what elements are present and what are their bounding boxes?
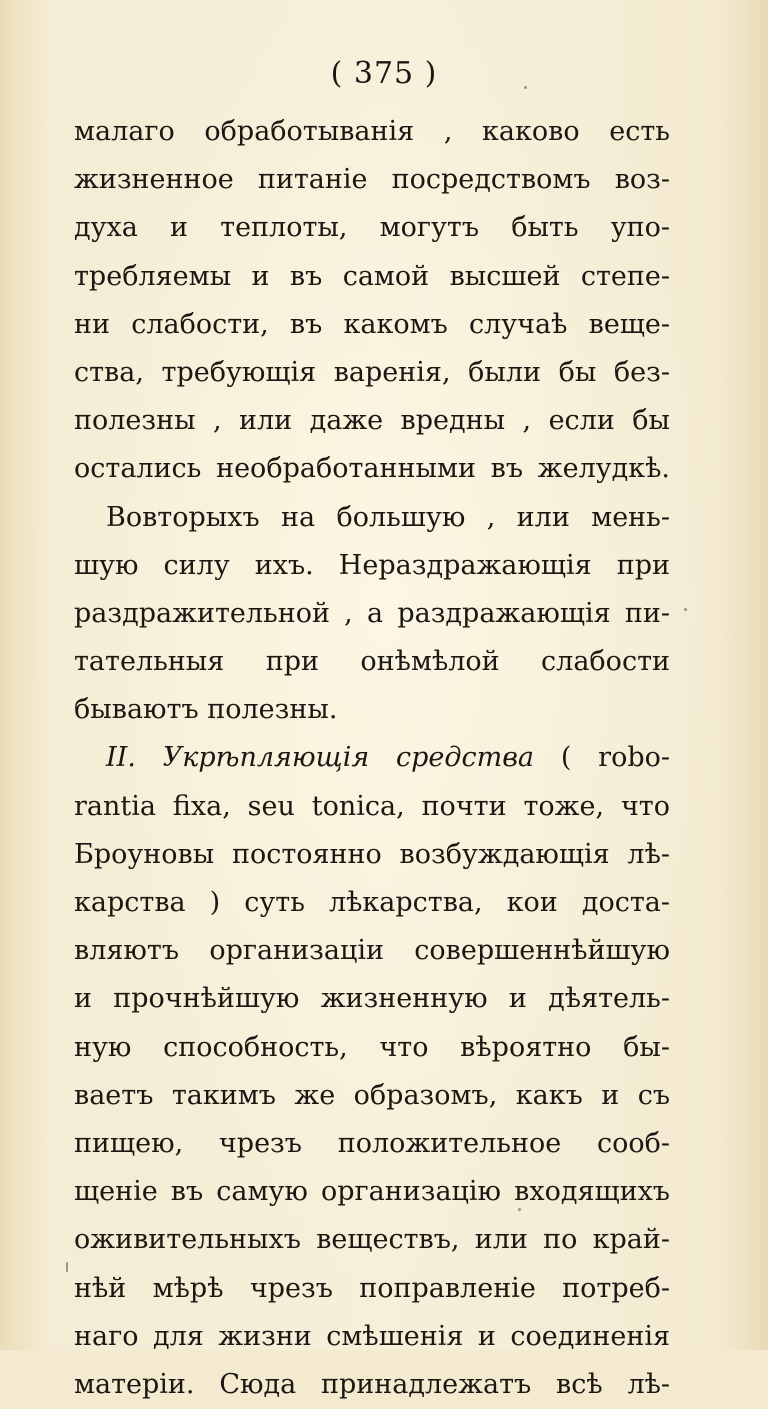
text-line: rantia fixa, seu tonica, почти тоже, что: [74, 790, 670, 822]
text-line: матеріи. Сюда принадлежатъ всѣ лѣ-: [74, 1368, 670, 1400]
text-line: раздражительной , а раздражающія пи-: [74, 597, 670, 629]
text-line: пищею, чрезъ положительное сооб-: [74, 1127, 670, 1159]
text-line: и прочнѣйшую жизненную и дѣятель-: [74, 983, 670, 1015]
text-line: Броуновы постоянно возбуждающія лѣ-: [74, 838, 670, 870]
text-line: вляютъ организаціи совершеннѣйшую: [74, 935, 670, 967]
text-line: ства, требующія варенія, были бы без-: [74, 356, 670, 388]
body-text: [74, 108, 670, 1409]
text-fragment: ( robo-: [560, 742, 670, 774]
section-heading: II. Укрѣпляющія средства: [106, 742, 535, 774]
page-number: ( 375 ): [330, 56, 438, 91]
text-line: оживительныхъ веществъ, или по край-: [74, 1224, 670, 1256]
text-line: шую силу ихъ. Нераздражающія при: [74, 549, 670, 581]
paper-speck: [518, 1208, 521, 1211]
text-line: остались необработанными въ желудкѣ.: [74, 453, 670, 485]
text-line: ваетъ такимъ же образомъ, какъ и съ: [74, 1079, 670, 1111]
paper-speck: [66, 1262, 68, 1272]
text-line: щеніе въ самую организацію входящихъ: [74, 1176, 670, 1208]
text-line: Вовторыхъ на большую , или мень-: [106, 501, 670, 533]
text-line: полезны , или даже вредны , если бы: [74, 405, 670, 437]
text-line: духа и теплоты, могутъ быть упо-: [74, 212, 670, 244]
text-line: жизненное питаніе посредствомъ воз-: [74, 164, 670, 196]
text-line: ную способность, что вѣроятно бы-: [74, 1031, 670, 1063]
paper-speck: [524, 86, 527, 89]
text-line: малаго обработыванія , каково есть: [74, 116, 670, 147]
text-line: бываютъ полезны.: [74, 694, 338, 726]
text-line: требляемы и въ самой высшей степе-: [74, 260, 670, 292]
paper-speck: [684, 608, 687, 611]
section-heading-line: [74, 734, 670, 782]
text-line: тательныя при онѣмѣлой слабости: [74, 646, 670, 678]
text-line: ни слабости, въ какомъ случаѣ веще-: [74, 308, 670, 340]
text-line: карства ) суть лѣкарства, кои доста-: [74, 887, 670, 918]
text-line: нѣй мѣрѣ чрезъ поправленіе потреб-: [74, 1272, 670, 1304]
text-line: наго для жизни смѣшенія и соединенія: [74, 1320, 670, 1352]
